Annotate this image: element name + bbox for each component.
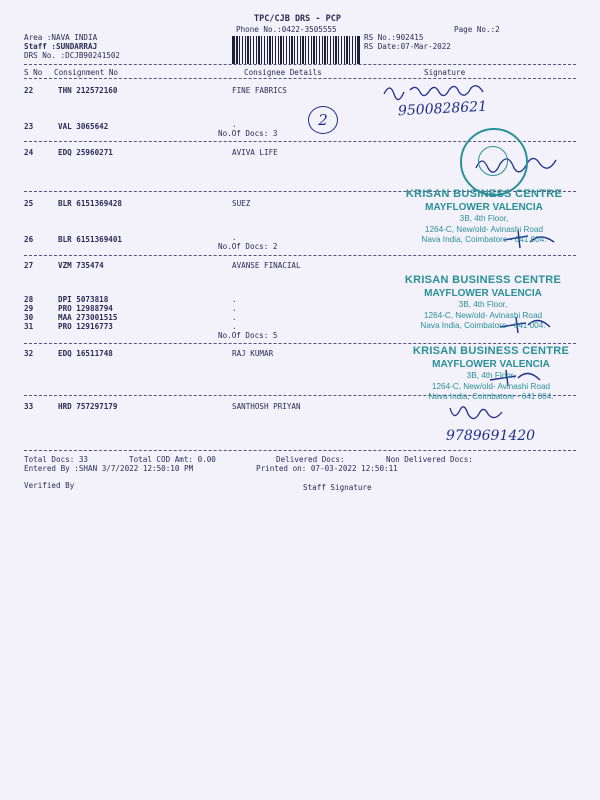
- row-consignment: EDQ 16511748: [58, 349, 113, 358]
- handwritten-phone: 9500828621: [397, 98, 488, 120]
- docs-count: No.Of Docs: 2: [218, 242, 278, 251]
- stamp-line: MAYFLOWER VALENCIA: [425, 201, 543, 213]
- phone-number: Phone No.:0422-3505555: [236, 25, 337, 34]
- row-sno: 27: [24, 261, 34, 270]
- row-consignment: PRO 12988794: [58, 304, 113, 313]
- row-consignee: .: [232, 120, 237, 129]
- column-consignment: Consignment No: [54, 68, 119, 77]
- barcode: [232, 36, 360, 64]
- stamp-line: Nava India, Coimbatore - 641 004.: [420, 320, 546, 330]
- docs-count: No.Of Docs: 3: [218, 129, 278, 138]
- stamp-line: Nava India, Coimbatore - 641 004.: [421, 234, 547, 244]
- stamp-line: 1264-C, New/old- Avinashi Road: [424, 224, 544, 234]
- row-consignee: AVANSE FINACIAL: [232, 261, 301, 270]
- entered-by: Entered By :SHAN 3/7/2022 12:50:10 PM: [24, 464, 194, 473]
- total-docs: Total Docs: 33: [24, 455, 89, 464]
- company-stamp: [400, 188, 568, 245]
- rs-date: RS Date:07-Mar-2022: [364, 42, 451, 51]
- row-consignee: RAJ KUMAR: [232, 349, 274, 358]
- row-sno: 33: [24, 402, 34, 411]
- divider: [24, 78, 576, 79]
- row-consignment: EDQ 25960271: [58, 148, 113, 157]
- row-consignment: BLR 6151369428: [58, 199, 123, 208]
- company-seal: [460, 128, 528, 196]
- docs-count: No.Of Docs: 5: [218, 331, 278, 340]
- row-consignee: FINE FABRICS: [232, 86, 287, 95]
- row-consignment: VAL 3065642: [58, 122, 109, 131]
- row-consignment: BLR 6151369401: [58, 235, 123, 244]
- row-consignee: .: [232, 304, 237, 313]
- stamp-line: KRISAN BUSINESS CENTRE: [412, 345, 570, 357]
- row-consignee: SANTHOSH PRIYAN: [232, 402, 301, 411]
- stamp-line: MAYFLOWER VALENCIA: [424, 287, 542, 299]
- stamp-line: KRISAN BUSINESS CENTRE: [405, 188, 563, 200]
- total-cod: Total COD Amt: 0.00: [129, 455, 216, 464]
- delivered-docs: Delivered Docs:: [276, 455, 345, 464]
- divider: [24, 255, 576, 256]
- stamp-line: 3B, 4th Floor,: [458, 300, 508, 310]
- printed-on: Printed on: 07-03-2022 12:50:11: [256, 464, 398, 473]
- area-label: Area :NAVA INDIA: [24, 33, 98, 42]
- row-consignment: DPI 5073818: [58, 295, 109, 304]
- company-stamp: [398, 274, 568, 331]
- row-sno: 23: [24, 122, 34, 131]
- row-consignment: PRO 12916773: [58, 322, 113, 331]
- non-delivered-docs: Non Delivered Docs:: [386, 455, 473, 464]
- rs-number: RS No.:902415: [364, 33, 424, 42]
- row-consignee: .: [232, 313, 237, 322]
- document-title: TPC/CJB DRS - PCP: [254, 14, 341, 24]
- row-consignee: .: [232, 322, 237, 331]
- handwritten-signature: [446, 402, 526, 424]
- row-sno: 26: [24, 235, 34, 244]
- staff-label: Staff :SUNDARRAJ: [24, 42, 98, 51]
- stamp-line: KRISAN BUSINESS CENTRE: [404, 274, 562, 286]
- stamp-line: Nava India, Coimbatore - 641 004.: [428, 391, 554, 401]
- row-sno: 30: [24, 313, 34, 322]
- row-sno: 29: [24, 304, 34, 313]
- row-sno: 25: [24, 199, 34, 208]
- verified-by: Verified By: [24, 481, 75, 490]
- row-consignee: SUEZ: [232, 199, 251, 208]
- handwritten-phone: 9789691420: [446, 428, 536, 444]
- stamp-line: MAYFLOWER VALENCIA: [432, 358, 550, 370]
- stamp-line: 1264-C, New/old- Avinashi Road: [423, 310, 543, 320]
- column-consignee: Consignee Details: [244, 68, 322, 77]
- row-sno: 28: [24, 295, 34, 304]
- row-consignee: .: [232, 233, 237, 242]
- divider: [24, 64, 576, 65]
- staff-signature: Staff Signature: [303, 483, 372, 492]
- column-signature: Signature: [424, 68, 466, 77]
- company-stamp: [406, 345, 576, 402]
- stamp-line: 1264-C, New/old- Avinashi Road: [431, 381, 551, 391]
- row-consignee: .: [232, 295, 237, 304]
- column-sno: S No: [24, 68, 43, 77]
- stamp-line: 3B, 4th Floor,: [459, 214, 509, 224]
- row-sno: 31: [24, 322, 34, 331]
- row-sno: 32: [24, 349, 34, 358]
- row-consignment: VZM 735474: [58, 261, 104, 270]
- divider: [24, 343, 576, 344]
- circled-number: 2: [308, 106, 338, 134]
- row-consignee: AVIVA LIFE: [232, 148, 278, 157]
- stamp-line: 3B, 4th Floor,: [466, 371, 516, 381]
- handwritten-signature: [380, 80, 510, 102]
- row-consignment: MAA 273001515: [58, 313, 118, 322]
- row-sno: 24: [24, 148, 34, 157]
- drs-number: DRS No. :DCJB90241502: [24, 51, 121, 60]
- row-consignment: THN 212572160: [58, 86, 118, 95]
- row-sno: 22: [24, 86, 34, 95]
- divider: [24, 450, 576, 451]
- row-consignment: HRD 757297179: [58, 402, 118, 411]
- page-number: Page No.:2: [454, 25, 500, 34]
